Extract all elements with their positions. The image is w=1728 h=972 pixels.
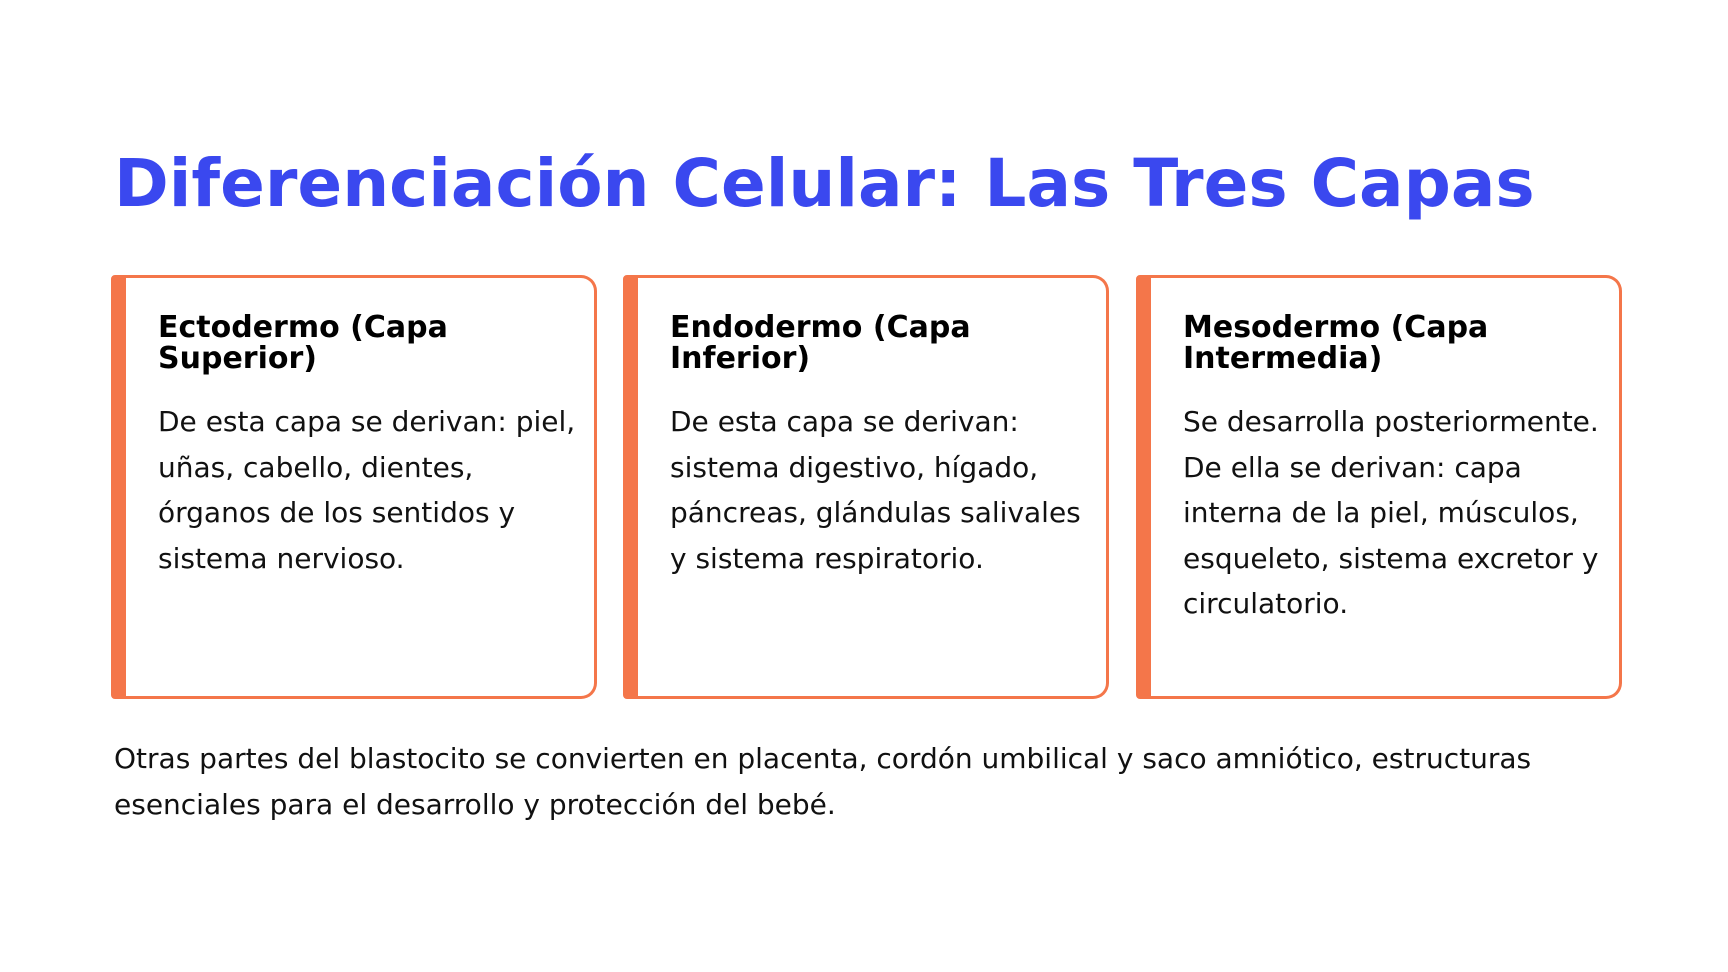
card-ectodermo bbox=[111, 275, 597, 699]
card-text-endodermo: De esta capa se derivan: sistema digestivo, hígado, páncreas, glándulas salivales y sistema respiratorio. bbox=[670, 405, 1081, 575]
card-title-endodermo: Endodermo (Capa Inferior) bbox=[670, 310, 971, 376]
card-mesodermo bbox=[1136, 275, 1622, 699]
layers-card-group bbox=[111, 275, 1622, 699]
card-endodermo bbox=[623, 275, 1109, 699]
card-title-mesodermo: Mesodermo (Capa Intermedia) bbox=[1183, 310, 1489, 376]
card-text-mesodermo: Se desarrolla posteriormente. De ella se derivan: capa interna de la piel, músculos, esqueleto, sistema excretor y circulatorio. bbox=[1183, 405, 1599, 620]
slide-title: Diferenciación Celular: Las Tres Capas bbox=[114, 145, 1535, 222]
card-text-ectodermo: De esta capa se derivan: piel, uñas, cabello, dientes, órganos de los sentidos y sistema nervioso. bbox=[158, 405, 576, 575]
footer-text: Otras partes del blastocito se convierten en placenta, cordón umbilical y saco amniótico, estructuras esenciales para el desarrollo y protección del bebé. bbox=[114, 742, 1532, 821]
card-title-ectodermo: Ectodermo (Capa Superior) bbox=[158, 310, 448, 376]
